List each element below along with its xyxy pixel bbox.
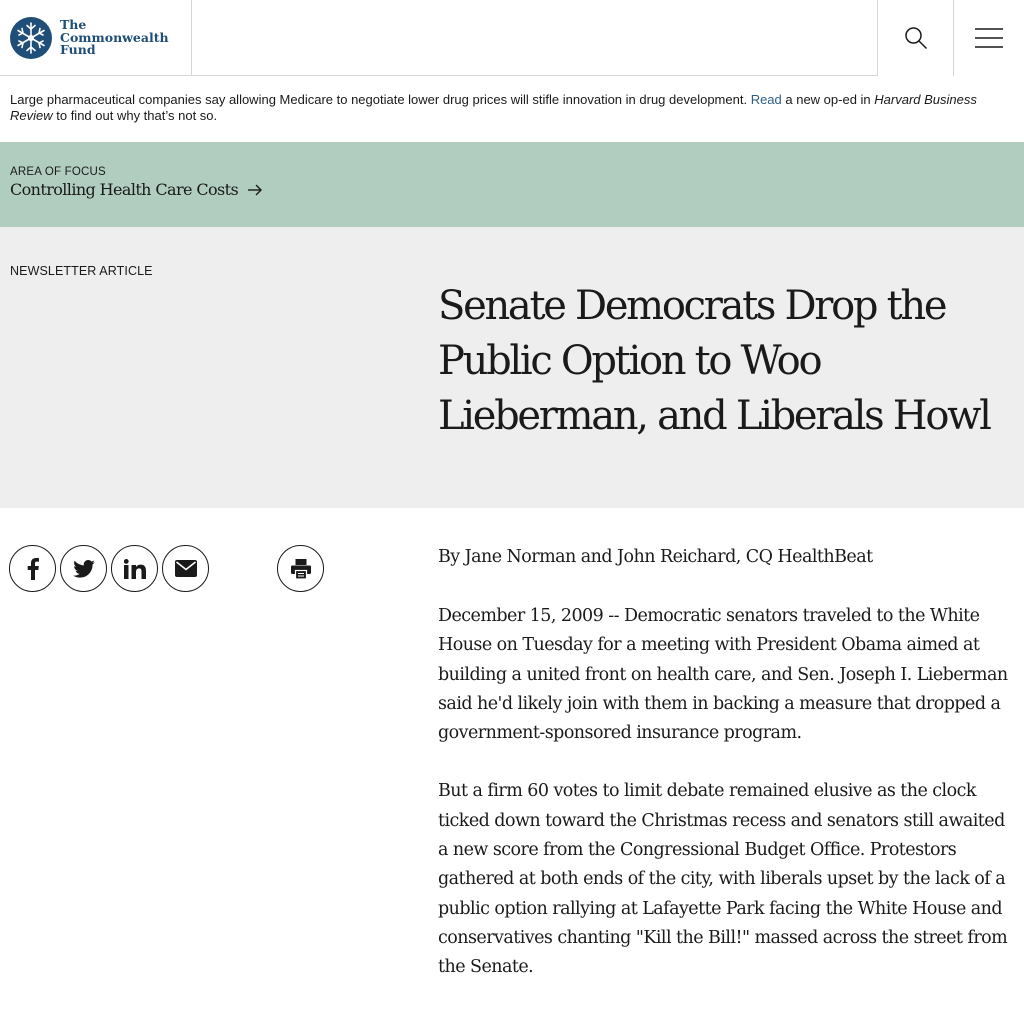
share-email-button[interactable] (162, 545, 209, 592)
article-byline: By Jane Norman and John Reichard, CQ HealthBeat (438, 547, 873, 567)
promo-read-link[interactable]: Read (750, 92, 782, 107)
area-of-focus-label: AREA OF FOCUS (10, 166, 106, 178)
promo-publication: Harvard Business Review (10, 92, 977, 123)
share-linkedin-button[interactable] (111, 545, 158, 592)
logo-line-3: Fund (60, 42, 96, 58)
commonwealth-fund-logo[interactable] (0, 0, 192, 76)
area-of-focus-bar (0, 142, 1024, 227)
promo-text-middle: a new op-ed in (781, 92, 875, 107)
search-icon (904, 26, 928, 50)
logo-line-2: Commonwealth (60, 29, 169, 45)
search-button[interactable] (877, 0, 953, 76)
linkedin-icon (124, 559, 146, 579)
arrow-right-icon (248, 184, 262, 196)
snowflake-logo-icon (10, 17, 52, 59)
promo-text-after: to find out why that’s not so. (52, 108, 218, 123)
article-title: Senate Democrats Drop the Public Option to Woo Lieberman, and Liberals Howl (438, 283, 990, 439)
menu-button[interactable] (953, 0, 1024, 76)
logo-wordmark (60, 19, 169, 57)
site-header (0, 0, 1024, 76)
twitter-icon (73, 560, 95, 578)
area-of-focus-link[interactable] (10, 180, 1014, 199)
promo-banner (0, 76, 1024, 142)
share-twitter-button[interactable] (60, 545, 107, 592)
promo-text-before: Large pharmaceutical companies say allowing Medicare to negotiate lower drug prices will stifle innovation in drug development. (10, 92, 751, 107)
article-type-label: NEWSLETTER ARTICLE (10, 264, 153, 278)
email-icon (175, 560, 197, 577)
hamburger-menu-icon (975, 28, 1003, 48)
share-facebook-button[interactable] (9, 545, 56, 592)
logo-line-1: The (60, 17, 87, 33)
print-button[interactable] (277, 545, 324, 592)
area-of-focus-link-text: Controlling Health Care Costs (10, 180, 239, 199)
article-body (438, 543, 1018, 1012)
facebook-icon (27, 558, 39, 580)
article-hero (0, 227, 1024, 508)
article-paragraph-2: But a firm 60 votes to limit debate remained elusive as the clock ticked down toward the Christmas recess and senators still awaited a new score from the Congressional Budget Office. Protestors gathered at both ends of the city, with liberals upset by the lack of a public option rallying at Lafayette Park facing the White House and conservatives chanting "Kill the Bill!" massed across the street from the Senate. (438, 781, 1008, 978)
share-toolbar (9, 545, 213, 592)
article-paragraph-1: December 15, 2009 -- Democratic senators traveled to the White House on Tuesday for a meeting with President Obama aimed at building a united front on health care, and Sen. Joseph I. Lieberman said he'd likely join with them in backing a measure that dropped a government-sponsored insurance program. (438, 606, 1008, 744)
printer-icon (291, 559, 311, 579)
